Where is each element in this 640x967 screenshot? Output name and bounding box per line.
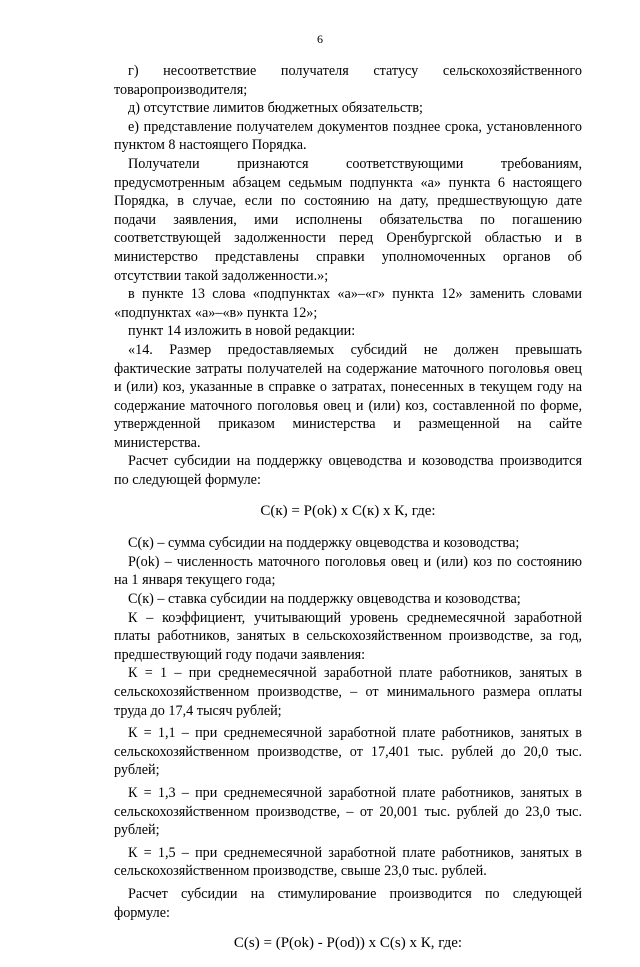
paragraph-point-14-intro: пункт 14 изложить в новой редакции: (128, 323, 356, 340)
formula-subsidy-support: С(к) = Р(ok) х С(к) х К, где: (260, 502, 436, 519)
paragraph-item-g: г) несоответствие получателя статусу сельскохозяйственного товаропроизводителя; (114, 63, 582, 98)
definition-k: К – коэффициент, учитывающий уровень среднемесячной заработной платы работников, занятых в сельскохозяйственном производстве, за год, предшествующий году подачи заявления: (114, 609, 582, 663)
definition-k-1: К = 1 – при среднемесячной заработной плате работников, занятых в сельскохозяйственном производстве, – от минимального размера оплаты труда до 17,4 тысяч рублей; (114, 665, 582, 719)
definition-k-1-1: К = 1,1 – при среднемесячной заработной плате работников, занятых в сельскохозяйственном производстве, от 17,401 тыс. рублей до 20,0 тыс. рублей; (114, 725, 582, 779)
definition-sk-sum: С(к) – сумма субсидии на поддержку овцеводства и козоводства; (128, 535, 520, 552)
paragraph-point-14: «14. Размер предоставляемых субсидий не должен превышать фактические затраты получателей на содержание маточного поголовья овец и (или) коз, указанные в справке о затратах, понесенных в текущем году на содержание маточного поголовья овец и (или) коз, составленной по форме, утвержденной приказом министерства и размещенной на сайте министерства. (114, 341, 582, 451)
definition-sk-rate: С(к) – ставка субсидии на поддержку овцеводства и козоводства; (128, 591, 521, 608)
page-number: 6 (317, 32, 323, 46)
formula-subsidy-stimulation: С(s) = (Р(ok) - Р(od)) х С(s) х К, где: (233, 935, 463, 952)
document-body (114, 62, 582, 967)
paragraph-point-13: в пункте 13 слова «подпунктах «а»–«г» пункта 12» заменить словами «подпунктах «а»–«в» пункта 12»; (114, 286, 582, 321)
definition-pok: Р(ok) – численность маточного поголовья овец и (или) коз по состоянию на 1 января текущего года; (114, 553, 582, 589)
paragraph-requirements: Получатели признаются соответствующими требованиям, предусмотренным абзацем седьмым подпункта «а» пункта 6 настоящего Порядка, в случае, если по состоянию на дату, предшествующую дате подачи заявления, ими исполнены обязательства по погашению соответствующей задолженности перед Оренбургской областью и в министерство представлены справки уполномоченных органов об отсутствии такой задолженности.»; (114, 155, 582, 284)
definition-k-1-3: К = 1,3 – при среднемесячной заработной плате работников, занятых в сельскохозяйственном производстве, – от 20,001 тыс. рублей до 23,0 тыс. рублей; (114, 784, 582, 839)
definition-k-1-5: К = 1,5 – при среднемесячной заработной плате работников, занятых в сельскохозяйственном производстве, свыше 23,0 тыс. рублей. (114, 844, 582, 880)
paragraph-item-d: д) отсутствие лимитов бюджетных обязательств; (128, 100, 423, 117)
paragraph-stimulation-intro: Расчет субсидии на стимулирование производится по следующей формуле: (114, 885, 582, 921)
paragraph-calc-intro: Расчет субсидии на поддержку овцеводства и козоводства производится по следующей формуле: (114, 453, 582, 489)
paragraph-item-e: е) представление получателем документов позднее срока, установленного пунктом 8 настоящего Порядка. (114, 118, 582, 154)
